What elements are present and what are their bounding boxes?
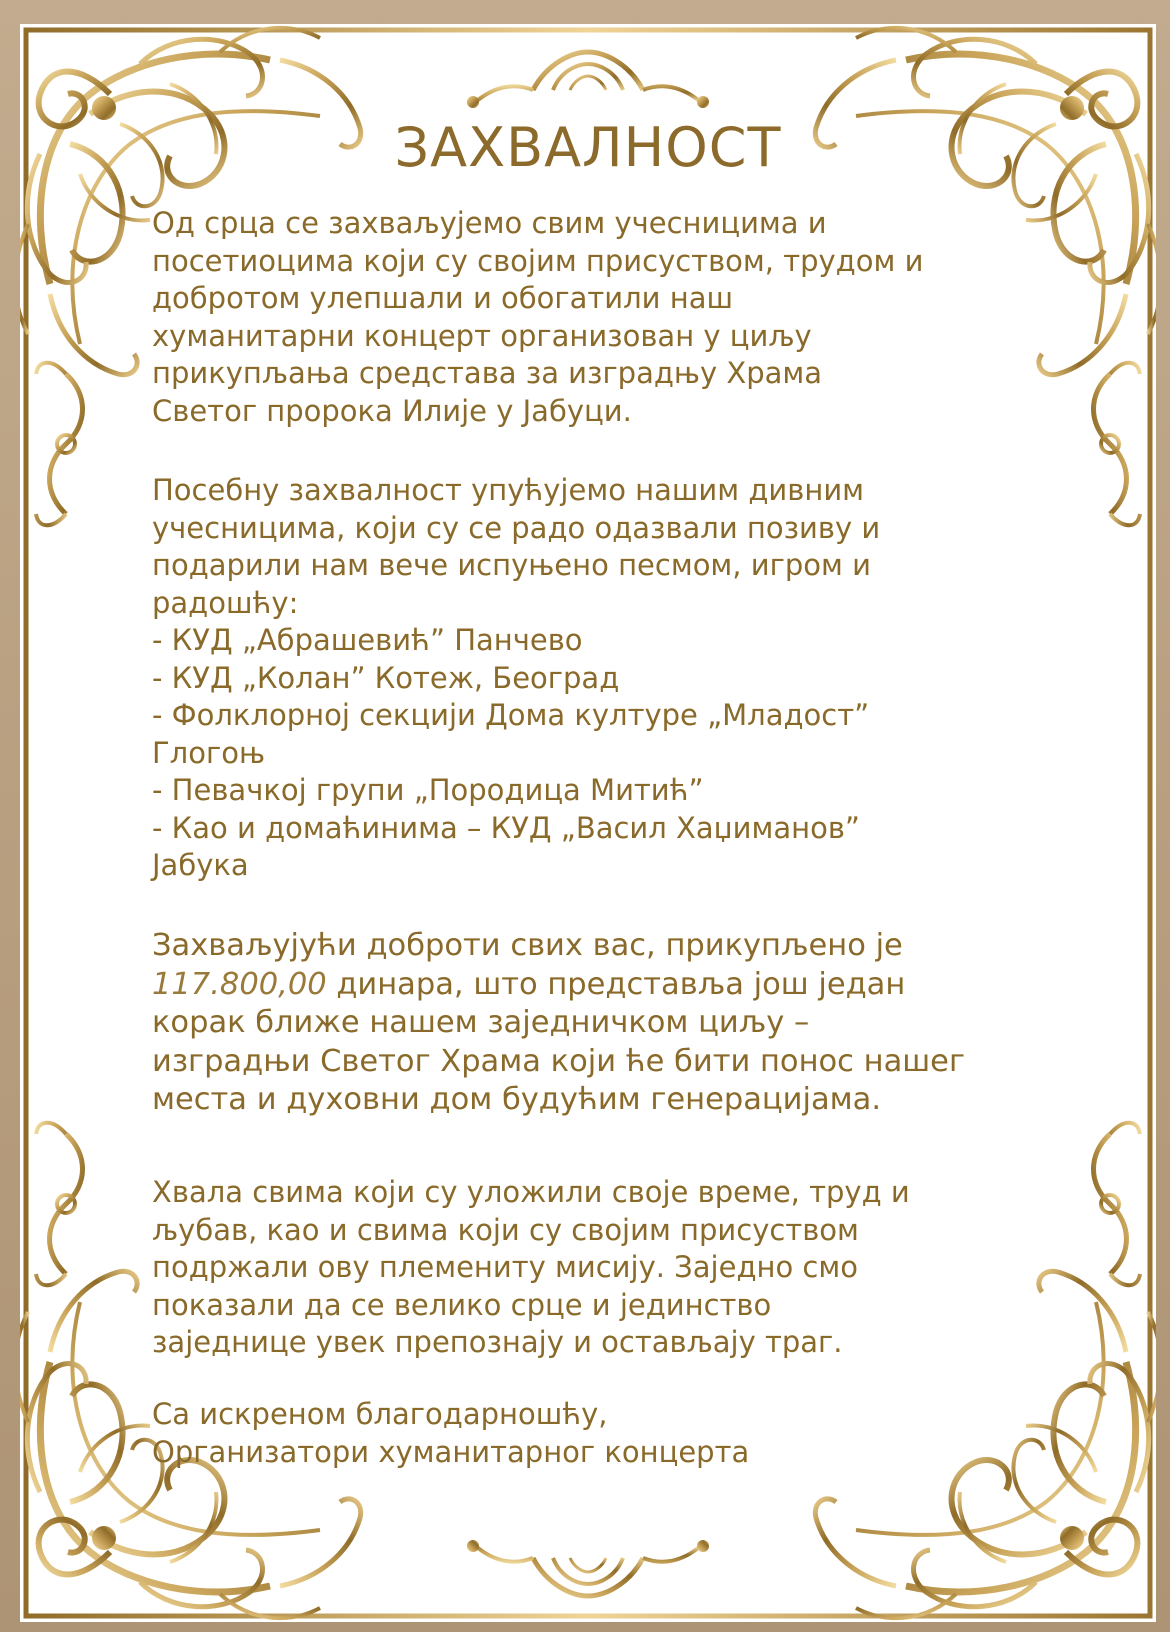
shell-ornament-icon xyxy=(467,1540,709,1596)
scroll-curl-icon xyxy=(1094,1123,1141,1286)
scroll-curl-icon xyxy=(36,1123,83,1286)
certificate-card xyxy=(20,24,1156,1622)
participants-paragraph: Посебну захвалност упућујемо нашим дивним учесницима, који су се радо одазвали позиву и подарили нам вече испуњено песмом, игром и радошћу: - КУД „Абрашевић” Панчево - КУД „Колан” Котеж, Београд - Фолклорној секцији Дома културе „Младост” Глогоњ - Певачкој групи „Породица Митић” - Као и домаћинима – КУД „Васил Хаџиманов” Јабука xyxy=(152,473,881,882)
donation-text-before: Захваљујући доброти свих вас, прикупљено је xyxy=(152,928,903,963)
scroll-curl-icon xyxy=(1094,363,1141,526)
donation-text-after: динара, што представља још један корак ближе нашем заједничком циљу – изградњи Светог Храма који ће бити понос нашег места и духовни дом будућим генерацијама. xyxy=(152,966,965,1117)
donation-amount: 117.800,00 xyxy=(152,966,327,1002)
donation-paragraph xyxy=(152,927,1052,1120)
signature: Са искреном благодарношћу, Организатори хуманитарног концерта xyxy=(152,1397,750,1469)
page-title: ЗАХВАЛНОСТ xyxy=(394,116,782,179)
intro-paragraph: Од срца се захваљујемо свим учесницима и посетиоцима који су својим присуством, трудом и добротом улепшали и обогатили наш хуманитарни концерт организован у циљу прикупљања средстава за изградњу Храма Светог пророка Илије у Јабуци. xyxy=(152,206,924,428)
scroll-curl-icon xyxy=(36,363,83,526)
closing-paragraph: Хвала свима који су уложили своје време, труд и љубав, као и свима који су својим присуством подржали ову племениту мисију. Заједно смо показали да се велико срце и јединство заједнице увек препознају и остављају траг. xyxy=(152,1175,910,1359)
